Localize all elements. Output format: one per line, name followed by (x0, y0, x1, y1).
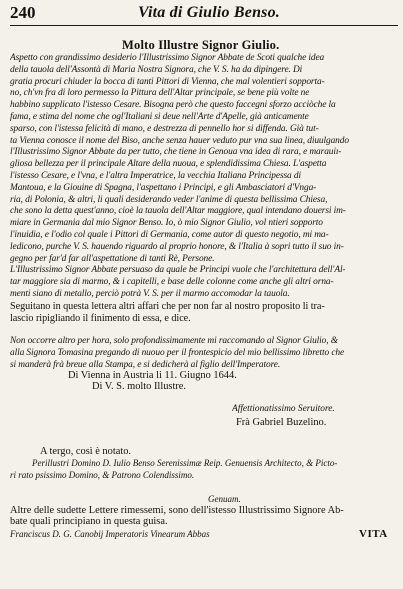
page-number: 240 (10, 3, 36, 22)
letter-line: L'Illustrissimo Signor Abbate persuaso da quale be Principi vuole che l'architettura dell'Al- (10, 265, 346, 276)
header-rule (10, 25, 398, 26)
letter-salutation: Molto Illustre Signor Giulio. (122, 38, 280, 52)
letter-line: tar maggiore sia di marmo, & i capitelli, e base delle colonne come anche gli altri orna- (10, 277, 334, 288)
address-line-1: Perillustri Domino D. Iulio Benso Serenissimæ Reip. Genuensis Architecto, & Picto- (32, 458, 338, 468)
letter-line: Non occorre altro per hora, solo profondissimamente mi raccomando al Signor Giulio, & (10, 336, 338, 347)
letter-line: che sono la detta quest'anno, cioè la tauola dell'Altar maggiore, qual intendano douersi im- (10, 206, 346, 217)
signature-name: Frà Gabriel Buzelino. (236, 417, 327, 428)
signature-formula: Affettionatissimo Seruitore. (232, 404, 335, 414)
narrative-line-1: Altre delle sudette Lettere rimessemi, sono dell'istesso Illustrissimo Signore Ab- (10, 505, 344, 516)
letter-line: l'istesso Cesare, e l'vna, e l'altra Imperatrice, la vecchia Italiana Principessa di (10, 171, 301, 181)
letter-line: l'Illustrissimo Signor Abbate da per tutto, che tiene in Genoua vna idea di rara, e marauiı- (10, 147, 342, 158)
letter-line: fama, e stima del nome che ogl'Italiani si deue nell'Arte d'Apelle, già anticamente (10, 112, 309, 122)
letter-line: ria, di Polonia, & altri, li quali desiderando veder l'anime di questa bellissima Chiesa, (10, 194, 328, 205)
next-letter-heading: Franciscus D. G. Canobij Imperatoris Vinearum Abbas (10, 529, 210, 539)
letter-line: menti siano di metallo, perciò potrà V. S. per il marmo accomodar la tauola. (10, 289, 290, 299)
catchword: VITA (359, 528, 388, 540)
letter-line: Seguitano in questa lettera altri affari che per non far al nostro proposito li tra- (10, 300, 325, 312)
address-destination: Genuam. (208, 494, 241, 504)
letter-closing: Di V. S. molto Illustre. (92, 381, 187, 392)
letter-line: della tauola dell'Assontà di Maria Nostra Signora, che V. S. ha da dipingere. Di (10, 64, 303, 75)
letter-date: Di Vienna in Austria li 11. Giugno 1644. (68, 370, 237, 381)
letter-line: Mantoua, e la Giouine di Spagna, l'aspettano i Principi, e gli Ambasciatori d'Vnga- (10, 182, 317, 193)
letter-line: l'inuidia, e l'odio col quale i Pittori di Germania, come autor di questo negotio, mi ma- (10, 230, 329, 240)
running-title: Vita di Giulio Benso. (138, 4, 281, 21)
letter-line: ta Vienna conosce il nome del Biso, anche senza hauer veduto pur vna sua linea, diuulgando (10, 135, 349, 146)
letter-line: miare in Germania dal mio Signor Benso. Io, ò mio Signor Giulio, vol ntieri sopporto (10, 218, 323, 229)
letter-line: gegno per far'd far all'aspettatione di tanti Rè, Persone. (10, 253, 215, 264)
letter-line: gliosa bellezza per il principale Altare della nuoua, e splendidissima Chiesa. L'aspetta (10, 159, 327, 170)
letter-line: si manderà frà breue alla Stampa, e si dedicherà al figlio dell'Imperatore. (10, 359, 281, 370)
address-line-2: ri rato psissimo Domino, & Patrono Colendissimo. (10, 470, 195, 480)
letter-line: lascio ripigliando il finimento di essa, e dice. (10, 312, 191, 324)
letter-line: no, ch'vn fra di loro permesso la Pittura dell'Altar principale, se bene più volte ne (10, 88, 310, 99)
letter-line: Aspetto con grandissimo desiderio l'Illustrissimo Signor Abbate de Scoti qualche idea (10, 53, 325, 63)
letter-line: sparso, con l'istessa felicità di mano, e destrezza di pennello hor si diffenda. Già tut- (10, 123, 319, 134)
letter-line: habbino supplicato l'istesso Cesare. Bisogna però che questo faccegni sforzo acciòche la (10, 100, 336, 111)
letter-line: ledicono, purche V. S. hauendo riguardo al proprio honore, & l'Italia à sopri tutto il suo in- (10, 241, 344, 252)
a-tergo-note: A tergo, così è notato. (40, 446, 131, 457)
letter-line: gratia procuri chiuder la bocca di tanti Pittori di Vienna, che mal volentieri sopporta- (10, 76, 325, 87)
narrative-line-2: bate quali principiano in questa guisa. (10, 516, 168, 527)
letter-line: alla Signora Tomasina pregando di nuouo per il frontespicio del mio bellissimo libretto che (10, 348, 345, 358)
